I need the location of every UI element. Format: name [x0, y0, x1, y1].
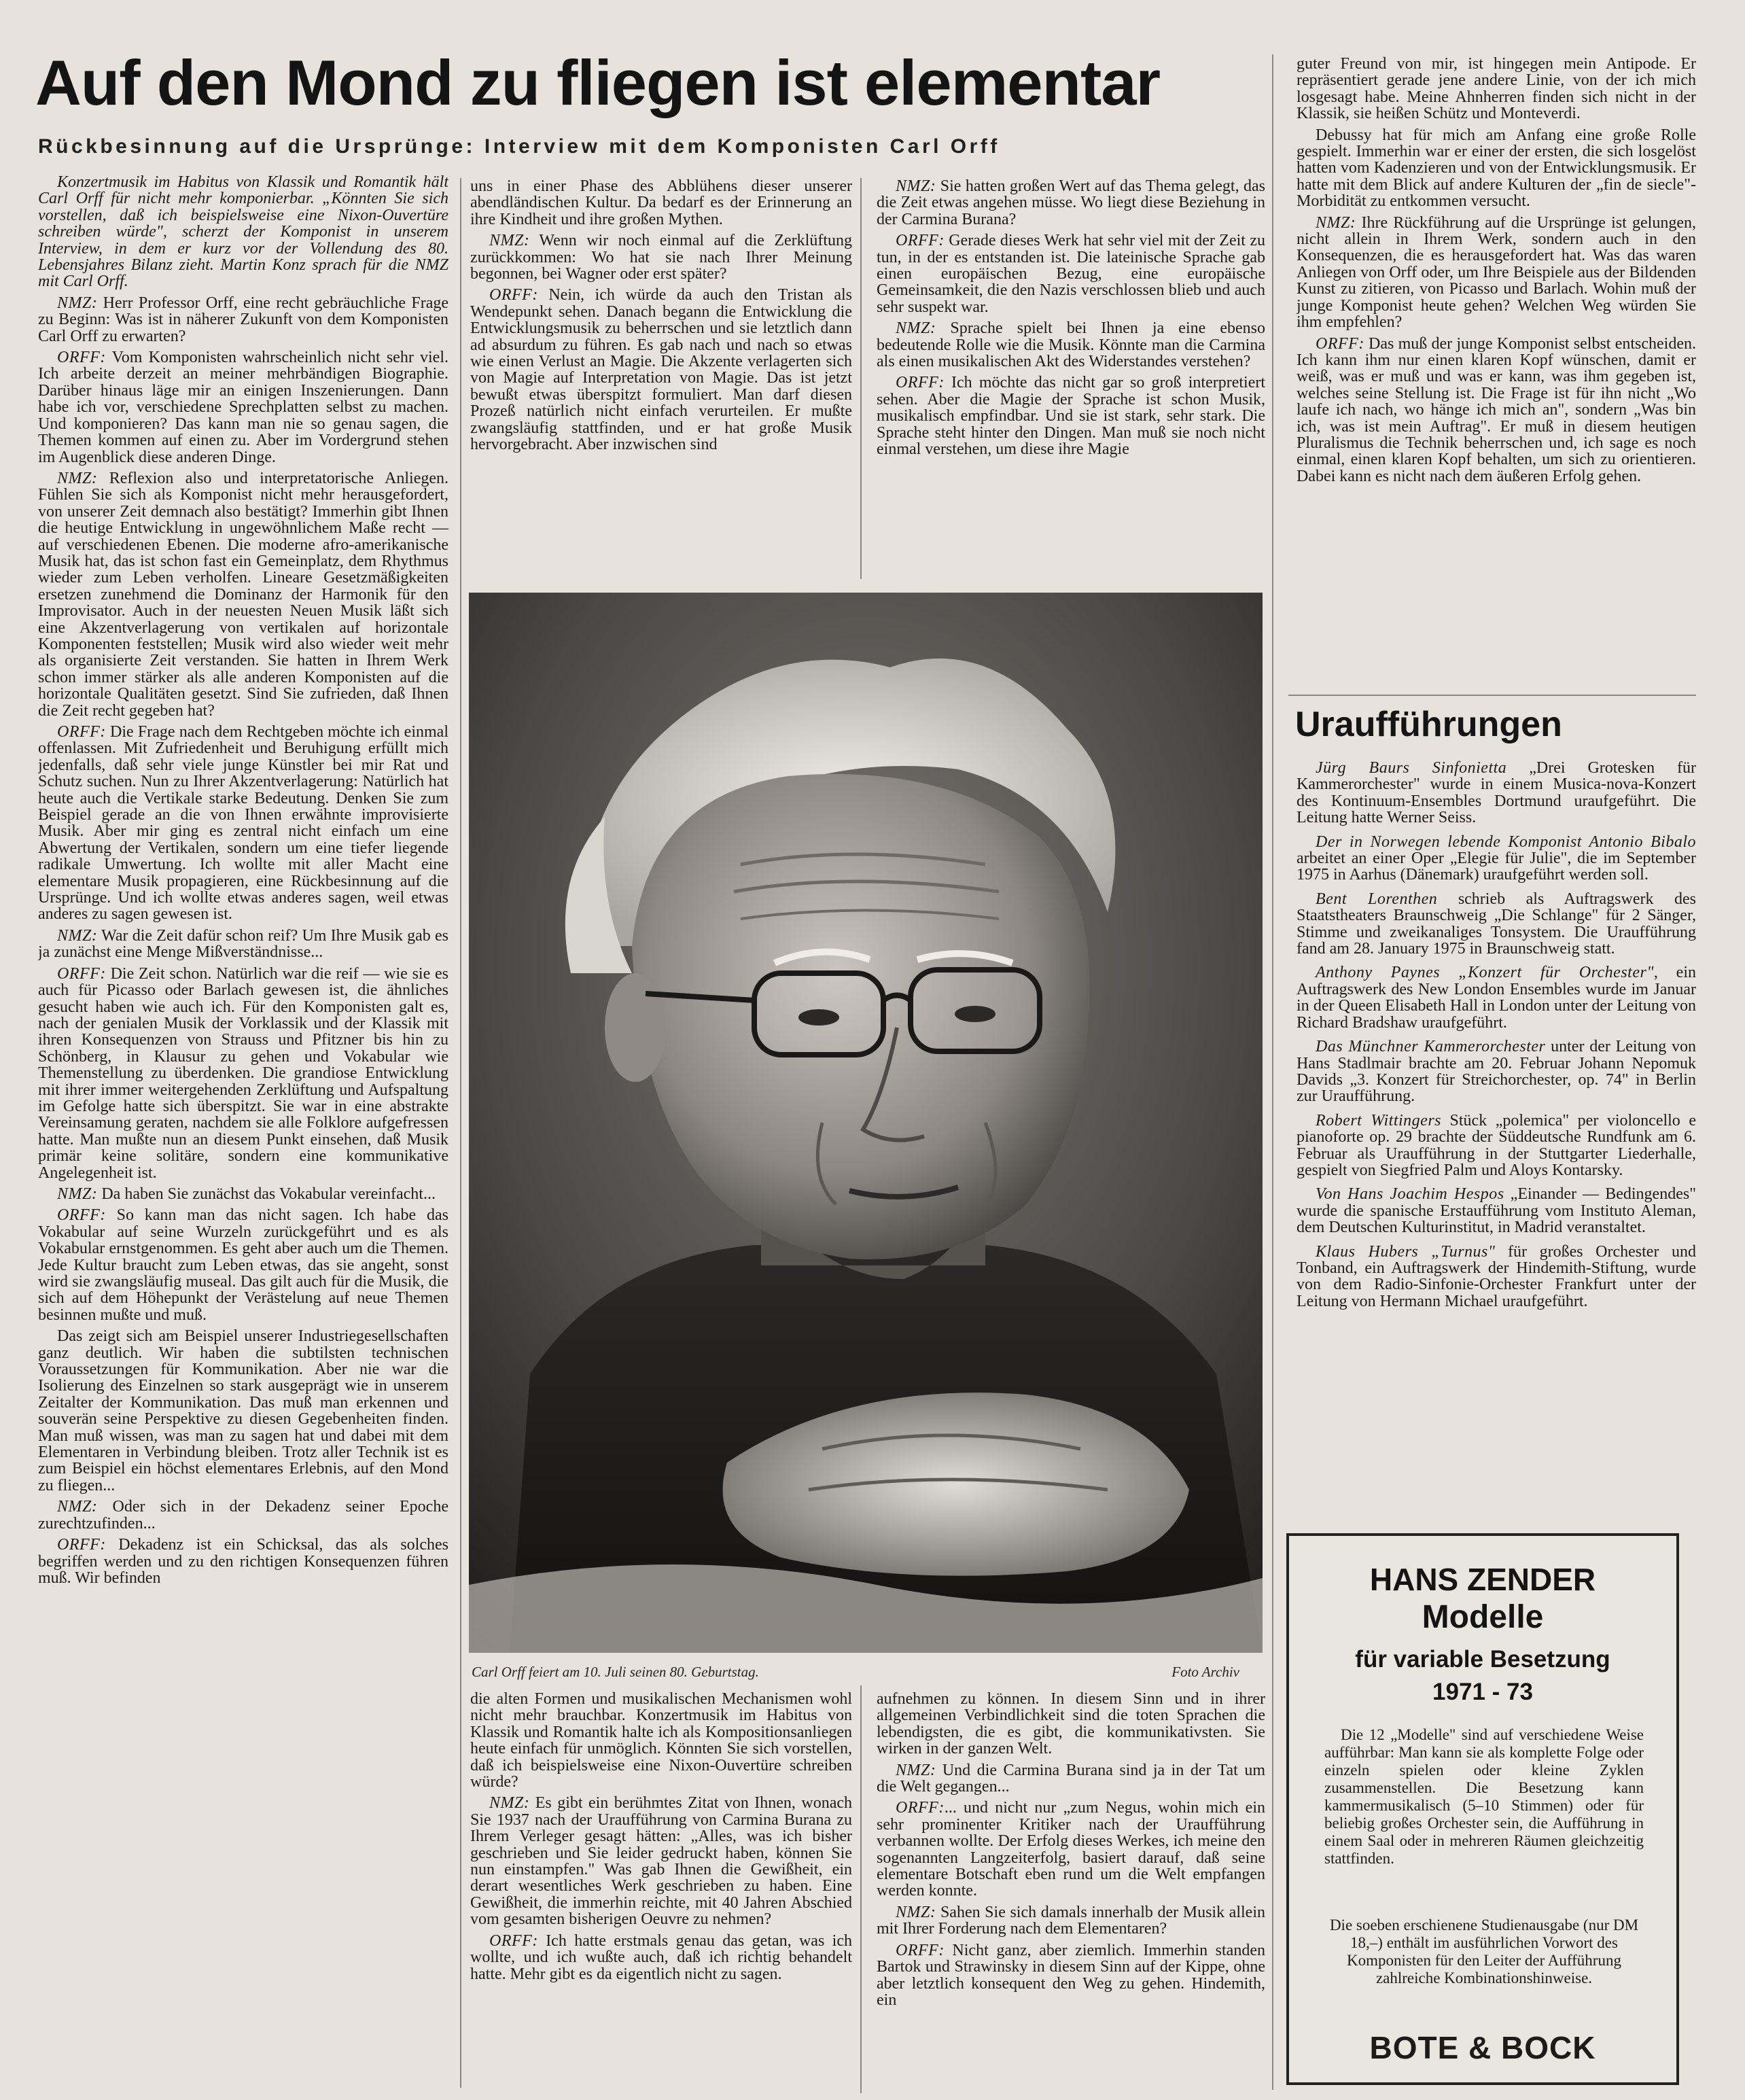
speaker-label: ORFF: — [896, 232, 945, 250]
paragraph-text: Ich möchte das nicht gar so groß interpretiert sehen. Aber die Magie der Sprache ist schon Musik, musikalisch empfindbar. Und sie ist stark, sehr stark. Die Sprache steht hinter den Dingen. Man muß sie noch nicht einmal verstehen, um diese ihre Magie — [877, 374, 1265, 459]
article-paragraph — [470, 1691, 852, 1790]
speaker-label: ORFF: — [1316, 334, 1364, 353]
paragraph-text: Da haben Sie zunächst das Vokabular vereinfacht... — [97, 1185, 436, 1203]
premiere-text: „Einander — Bedingendes" wurde die spanische Erstaufführung vom Instituto Aleman, dem Deutschen Kulturinstitut, in Madrid veranstaltet. — [1297, 1185, 1696, 1237]
article-paragraph — [38, 1186, 448, 1202]
premiere-item — [1297, 964, 1696, 1031]
article-paragraph — [38, 349, 448, 466]
speaker-label: NMZ: — [57, 294, 98, 312]
article-paragraph — [877, 1691, 1265, 1757]
ad-subtitle: für variable Besetzung — [1355, 1646, 1610, 1673]
speaker-label: ORFF: — [896, 1941, 945, 1959]
premiere-item — [1297, 1113, 1696, 1179]
article-paragraph — [877, 374, 1265, 457]
article-paragraph — [38, 470, 448, 719]
article-paragraph — [38, 928, 448, 961]
speaker-label: ORFF: — [57, 723, 106, 741]
premiere-text: schrieb als Auftragswerk des Staatstheaters Braunschweig „Die Schlange" für 2 Sänger, Stimme und zweikanaliges Tonsystem. Die Uraufführung fand am 28. January 1975 in Braunschweig statt. — [1297, 890, 1696, 958]
premiere-text: arbeitet an einer Oper „Elegie für Julie", die im September 1975 in Aarhus (Dänemark) uraufgeführt werden soll. — [1297, 850, 1696, 884]
speaker-label: NMZ: — [489, 232, 530, 250]
premiere-lead: Der in Norwegen lebende Komponist Antonio Bibalo — [1316, 833, 1696, 851]
speaker-label: NMZ: — [896, 178, 936, 195]
speaker-label: NMZ: — [57, 1185, 98, 1203]
paragraph-text: Und die Carmina Burana sind ja in der Tat um die Welt gegangen... — [877, 1761, 1265, 1796]
premiere-lead: Von Hans Joachim Hespos — [1316, 1185, 1504, 1204]
speaker-label: ORFF: — [57, 349, 106, 367]
article-paragraph — [38, 1328, 448, 1494]
portrait-photo — [469, 593, 1263, 1653]
column-rule — [1272, 54, 1273, 2090]
paragraph-text: Nicht ganz, aber ziemlich. Immerhin standen Bartok und Strawinsky in diesem Sinn auf der Kippe, ohne aber letztlich konsequent den Weg zu gehen. Hindemith, ein — [877, 1941, 1265, 2009]
photo-caption — [472, 1662, 1239, 1681]
article-paragraph — [38, 295, 448, 345]
article-paragraph — [1297, 56, 1696, 122]
premiere-lead: Jürg Baurs Sinfonietta — [1316, 760, 1507, 777]
speaker-label: ORFF: — [896, 374, 945, 392]
paragraph-text: guter Freund von mir, ist hingegen mein Antipode. Er repräsentiert gerade jene andere Linie, von der ich mich losgesagt habe. Meine Ahnherren finden sich nicht in der Klassik, sie heißen Schütz und Monteverdi. — [1297, 56, 1696, 123]
premiere-text: für großes Orchester und Tonband, ein Auftragswerk der Hindemith-Stiftung, wurde von dem Radio-Sinfonie-Orchester Frankfurt unter der Leitung von Hermann Michael uraufgeführt. — [1297, 1242, 1696, 1310]
article-headline: Auf den Mond zu fliegen ist elementar — [35, 47, 1161, 118]
article-paragraph — [1297, 127, 1696, 210]
paragraph-text: Ich hatte erstmals genau das getan, was ich wollte, und ich wußte auch, daß ich richtig behandelt hatte. Mehr gibt es da eigentlich nicht zu sagen. — [470, 1931, 852, 1983]
paragraph-text: Das zeigt sich am Beispiel unserer Industriegesellschaften ganz deutlich. Wir haben die subtilsten technischen Voraussetzungen für Kommunikation. Aber nie war die Isolierung des Einzelnen so stark ausgeprägt wie in unserem Zeitalter der Kommunikation. Das muß man erkennen und souverän seine Perspektive zu diesen Gegebenheiten finden. Man muß wissen, was man zu sagen hat und dabei mit dem Elementaren in Verbindung bleiben. Trotz aller Technik ist es zum Beispiel ein höchst elementares Erlebnis, auf den Mond zu fliegen... — [38, 1327, 448, 1494]
premiere-item — [1297, 891, 1696, 958]
column-rule — [860, 1685, 862, 2093]
article-paragraph — [38, 1537, 448, 1586]
paragraph-text: Wenn wir noch einmal auf die Zerklüftung zurückkommen: Wo hat sie nach Ihrer Meinung begonnen, bei Wagner oder erst später? — [470, 232, 852, 283]
article-paragraph — [38, 174, 448, 290]
premiere-text: , ein Auftragswerk des New London Ensembles wurde im Januar in der Queen Elisabeth Hall in London unter der Leitung von Richard Bradshaw uraufgeführt. — [1297, 964, 1696, 1032]
paragraph-text: Das muß der junge Komponist selbst entscheiden. Ich kann ihm nur einen klaren Kopf wünschen, damit er weiß, was er muß und was er kann, was ihm gegeben ist, welches seine Stellung ist. Die Frage ist für ihn nicht „Wo laufe ich nach, wo hänge ich mich an", sondern „Was bin ich, was ist mein Auftrag". Er muß in diesem heutigen Pluralismus die Technik beherrschen und, ich sage es noch einmal, einen klaren Kopf behalten, um sich zu orientieren. Dabei kann es nicht nach dem äußeren Erfolg gehen. — [1297, 334, 1696, 485]
caption-text: Carl Orff feiert am 10. Juli seinen 80. Geburtstag. — [472, 1664, 759, 1680]
premiere-text: „Drei Grotesken für Kammerorchester" wurde in einem Musica-nova-Konzert des Kontinuum-Ensembles Dortmund uraufgeführt. Die Leitung hatte Werner Seiss. — [1297, 760, 1696, 827]
paragraph-text: Sahen Sie sich damals innerhalb der Musik allein mit Ihrer Forderung nach dem Elementaren? — [877, 1903, 1265, 1938]
premiere-item — [1297, 834, 1696, 883]
article-paragraph — [877, 320, 1265, 370]
paragraph-text: Reflexion also und interpretatorische Anliegen. Fühlen Sie sich als Komponist nicht mehr herausgefordert, von unserer Zeit demnach also bestätigt? Immerhin gibt Ihnen die heutige Entwicklung in ungewöhnlichem Maße recht — auf verschiedenen Ebenen. Die moderne afro-amerikanische Musik hat, das ist schon fast ein Gemeinplatz, dem Rhythmus wieder zum Leben verholfen. Lineare Gesetzmäßigkeiten ersetzen zunehmend die Dominanz der Harmonik für den Improvisator. Auch in der neuesten Neuen Musik läßt sich eine Akzentverlagerung von vertikalen auf horizontale Komponenten feststellen; Musik wird also wieder weit mehr als organisierte Zeit verstanden. Sie hatten in Ihrem Werk schon immer stärker als alle anderen Komponisten auf die horizontale Qualitäten gesetzt. Sind Sie zufrieden, daß Ihnen die Zeit recht gegeben hat? — [38, 469, 448, 720]
speaker-label: ORFF: — [57, 964, 106, 983]
speaker-label: NMZ: — [896, 319, 936, 338]
article-paragraph — [470, 178, 852, 228]
article-paragraph — [1297, 336, 1696, 485]
article-paragraph — [877, 1762, 1265, 1796]
paragraph-text: Die Zeit schon. Natürlich war die reif — wie sie es auch für Picasso oder Barlach gewesen ist, die ähnliches gesucht haben wie auch ich. Für den Komponisten galt es, nach der genialen Musik der Vorklassik und der Klassik mit ihren Konsequenzen von Strauss und Pfitzner bis hin zu Schönberg, in Klausur zu gehen und Vokabular wie Themenstellung zu überdenken. Die grandiose Entwicklung mit ihrer immer weitergehenden Zerklüftung und Aufspaltung im Gefolge hatte sich überspitzt. Sie war in eine abstrakte Vereinsamung geraten, nachdem sie alle Folklore aufgefressen hatte. Man mußte nun an diesem Punkt einsehen, daß Musik primär keine solitäre, sondern eine kommunikative Angelegenheit ist. — [38, 964, 448, 1182]
premiere-lead: Das Münchner Kammerorchester — [1316, 1038, 1546, 1056]
article-column-3-bottom — [877, 1691, 1265, 2092]
article-paragraph — [470, 1933, 852, 1982]
article-paragraph — [470, 232, 852, 282]
speaker-label: ORFF: — [57, 1206, 106, 1225]
premiere-lead: Bent Lorenthen — [1316, 890, 1438, 908]
speaker-label: NMZ: — [57, 469, 98, 487]
article-column-2-bottom — [470, 1691, 852, 2092]
paragraph-text: die alten Formen und musikalischen Mechanismen wohl nicht mehr brauchbar. Konzertmusik im Habitus von Klassik und Romantik halte ich als Kompositionsanliegen heute einfach für unmöglich. Könnten Sie sich vorstellen, daß ich beispielsweise eine Nixon-Ouvertüre schreiben würde? — [470, 1691, 852, 1791]
paragraph-text: Ihre Rückführung auf die Ursprünge ist gelungen, nicht allein in Ihrem Werk, sondern auch in den Konsequenzen, die es herausgefordert hat. Was das waren Anliegen von Orff oder, um Ihre Beispiele aus der Bildenden Kunst zu zitieren, von Picasso und Barlach. Wohin muß der junge Komponist heute gehen? Welchen Weg würden Sie ihm empfehlen? — [1297, 213, 1696, 332]
portrait-illustration — [469, 593, 1263, 1653]
article-paragraph — [877, 232, 1265, 315]
premiere-item — [1297, 1244, 1696, 1310]
article-paragraph — [877, 1800, 1265, 1899]
article-subhead: Rückbesinnung auf die Ursprünge: Interview mit dem Komponisten Carl Orff — [38, 135, 1000, 158]
section-rule — [1288, 695, 1696, 696]
speaker-label: ORFF: — [57, 1536, 106, 1554]
speaker-label: ORFF: — [896, 1799, 945, 1817]
premiere-text: Stück „polemica" per violoncello e pianoforte op. 29 brachte der Süddeutsche Rundfunk am 6. Februar als Uraufführung in der Stuttgarter Liederhalle, gespielt von Siegfried Palm und Aloys Kontarsky. — [1297, 1111, 1696, 1179]
paragraph-text: Dekadenz ist ein Schicksal, das als solches begriffen werden und zu den richtigen Konsequenzen führen muß. Wir befinden — [38, 1536, 448, 1587]
paragraph-text: Herr Professor Orff, eine recht gebräuchliche Frage zu Beginn: Was ist in näherer Zukunft von dem Komponisten Carl Orff zu erwarten? — [38, 294, 448, 345]
ad-body-secondary — [1324, 1917, 1644, 1987]
paragraph-text: Oder sich in der Dekadenz seiner Epoche zurechtzufinden... — [38, 1498, 448, 1533]
speaker-label: ORFF: — [489, 1931, 538, 1950]
ad-body — [1324, 1726, 1644, 1868]
article-paragraph — [470, 1795, 852, 1927]
article-paragraph — [38, 966, 448, 1181]
article-paragraph — [1297, 215, 1696, 331]
article-paragraph — [38, 1207, 448, 1323]
ad-work-title: Modelle — [1422, 1599, 1544, 1635]
paragraph-text: Sprache spielt bei Ihnen ja eine ebenso bedeutende Rolle wie die Musik. Könnte man die Carmina als einen musikalischen Akt des Widerstandes verstehen? — [877, 319, 1265, 371]
speaker-label: NMZ: — [896, 1903, 936, 1921]
speaker-label: NMZ: — [896, 1761, 936, 1779]
article-paragraph — [877, 1904, 1265, 1938]
premiere-lead: Klaus Hubers „Turnus" — [1316, 1242, 1496, 1261]
premiere-lead: Robert Wittingers — [1316, 1111, 1442, 1130]
paragraph-text: Konzertmusik im Habitus von Klassik und Romantik hält Carl Orff für nicht mehr komponierbar. „Könnten Sie sich vorstellen, daß ich beispielsweise eine Nixon-Ouvertüre schreiben würde", scherzt der Komponist in unserem Interview, in dem er kurz vor der Vollendung des 80. Lebensjahres Bilanz zieht. Martin Konz sprach für die NMZ mit Carl Orff. — [38, 174, 448, 291]
premiere-item — [1297, 760, 1696, 826]
premiere-item — [1297, 1038, 1696, 1105]
article-column-3-top — [877, 178, 1265, 586]
advertisement-box — [1286, 1533, 1679, 2085]
ad-body-secondary-text: Die soeben erschienene Studienausgabe (nur DM 18,–) enthält im ausführlichen Vorwort des Komponisten für den Leiter der Aufführung zahlreiche Kombinationshinweise. — [1329, 1917, 1639, 1987]
premieres-list — [1297, 760, 1696, 1521]
paragraph-text: ... und nicht nur „zum Negus, wohin mich ein sehr prominenter Kritiker nach der Uraufführung verbannen wollte. Der Erfolg dieses Werkes, ich meine den sogenannten Langzeiterfolg, basiert darauf, daß seine elementare Botschaft eben rund um die Welt empfangen werden konnte. — [877, 1799, 1265, 1900]
ad-years: 1971 - 73 — [1432, 1679, 1533, 1705]
paragraph-text: So kann man das nicht sagen. Ich habe das Vokabular auf seine Wurzeln zurückgeführt und es als Vokabular ernstgenommen. Es geht aber auch um die Themen. Jede Kultur braucht zum Leben etwas, das sie angeht, sonst wird sie zwangsläufig museal. Das gilt auch für die Musik, die sich auf dem Höhepunkt der Verästelung auf neue Themen besinnen mußte und muß. — [38, 1206, 448, 1324]
premiere-lead: Anthony Paynes „Konzert für Orchester" — [1316, 964, 1654, 982]
premiere-text: unter der Leitung von Hans Stadlmair brachte am 20. Februar Johann Nepomuk Davids „3. Konzert für Streichorchester, op. 74" in Berlin zur Uraufführung. — [1297, 1038, 1696, 1106]
article-paragraph — [470, 287, 852, 453]
paragraph-text: Sie hatten großen Wert auf das Thema gelegt, das die Zeit etwas angehen müsse. Wo liegt diese Beziehung in der Carmina Burana? — [877, 178, 1265, 228]
ad-composer: HANS ZENDER — [1369, 1562, 1596, 1597]
article-paragraph — [877, 178, 1265, 228]
article-paragraph — [877, 1942, 1265, 2009]
paragraph-text: War die Zeit dafür schon reif? Um Ihre Musik gab es ja zunächst eine Menge Mißverständnisse... — [38, 926, 448, 962]
speaker-label: NMZ: — [1316, 213, 1356, 232]
article-paragraph — [38, 1499, 448, 1532]
speaker-label: NMZ: — [489, 1794, 530, 1813]
column-rule — [860, 178, 862, 579]
paragraph-text: Es gibt ein berühmtes Zitat von Ihnen, wonach Sie 1937 nach der Uraufführung von Carmina Burana zu Ihrem Verleger gesagt hätten: „Alles, was ich bisher geschrieben und Sie leider gedruckt haben, können Sie nun einstampfen." Was gab Ihnen die Gewißheit, ein derart wesentliches Werk geschrieben zu haben. Eine Gewißheit, die immerhin reichte, mit 40 Jahren Abschied vom gesamten bisherigen Oeuvre zu nehmen? — [470, 1794, 852, 1929]
paragraph-text: Die Frage nach dem Rechtgeben möchte ich einmal offenlassen. Mit Zufriedenheit und Beruhigung erfüllt mich jedenfalls, daß sehr viele junge Künstler bei mir Rat und Schutz suchen. Nun zu Ihrer Akzentverlagerung: Natürlich hat heute auch die Vertikale starke Bedeutung. Denken Sie zum Beispiel gerade an die von Ihnen erwähnte improvisierte Musik. Aber mir ging es zentral nicht einfach um eine Abwertung der Vertikalen, sondern um eine tiefer liegende radikale Umwertung. Ich wollte mit aller Macht eine elementare Musik propagieren, eine Rückbesinnung auf die Ursprünge. Und ich wollte etwas anderes sagen, weil etwas anderes zu sagen gewesen ist. — [38, 723, 448, 924]
paragraph-text: Gerade dieses Werk hat sehr viel mit der Zeit zu tun, in der es entstanden ist. Die lateinische Sprache gab einen europäischen Bezug, eine europäische Gemeinsamkeit, die den Nazis verschlossen blieb und auch sehr suspekt war. — [877, 232, 1265, 316]
premiere-item — [1297, 1186, 1696, 1236]
paragraph-text: Debussy hat für mich am Anfang eine große Rolle gespielt. Immerhin war er einer der ersten, die sich losgelöst hatten vom Kadenzieren und von der Entwicklungsmusik. Er hatte mit dem Blick auf andere Kulturen der „fin de siecle"-Morbidität zu entkommen versucht. — [1297, 126, 1696, 211]
paragraph-text: Nein, ich würde da auch den Tristan als Wendepunkt sehen. Danach begann die Entwicklung die Entwicklungsmusik zu beherrschen und sie letztlich dann ad absurdum zu führen. Es gab nach und nach so etwas wie einen Verlust an Magie. Die Akzente verlagerten sich von Magie auf Interpretation von Magie. Das ist jetzt bewußt etwas überspitzt formuliert. Man darf diesen Prozeß natürlich nicht einfach verurteilen. Er mußte zwangsläufig stattfinden, und er hat große Musik hervorgebracht. Aber inzwischen sind — [470, 286, 852, 454]
ad-body-text: Die 12 „Modelle" sind auf verschiedene Weise aufführbar: Man kann sie als komplette Folge oder einzeln spielen oder kleine Zyklen zusammenstellen. Die Besetzung kann kammermusikalisch (5–10 Stimmen) oder für beliebig großes Orchester sein, die Aufführung in einem Saal oder in mehreren Räumen gleichzeitig stattfinden. — [1324, 1726, 1644, 1867]
article-paragraph — [38, 724, 448, 923]
speaker-label: NMZ: — [57, 926, 98, 945]
publisher-logo: BOTE & BOCK — [1369, 2030, 1596, 2065]
photo-credit: Foto Archiv — [1171, 1664, 1239, 1680]
column-rule — [460, 178, 461, 2088]
article-column-2-top — [470, 178, 852, 586]
paragraph-text: aufnehmen zu können. In diesem Sinn und in ihrer allgemeinen Verbindlichkeit sind die toten Sprachen die lebendigsten, die es gibt, die kommunikativsten. Sie wirken in der ganzen Welt. — [877, 1691, 1265, 1758]
article-column-1 — [38, 174, 448, 2095]
speaker-label: NMZ: — [57, 1498, 98, 1516]
paragraph-text: Vom Komponisten wahrscheinlich nicht sehr viel. Ich arbeite derzeit an meiner mehrbändigen Biographie. Darüber hinaus läge mir an einigen Inszenierungen. Dann habe ich vor, verschiedene Sprechplatten selbst zu machen. Und komponieren? Das kann man nie so genau sagen, die Themen kommen auf einen zu. Aber im Vordergrund stehen im Augenblick diese anderen Dinge. — [38, 349, 448, 466]
speaker-label: ORFF: — [489, 286, 538, 304]
paragraph-text: uns in einer Phase des Abblühens dieser unserer abendländischen Kultur. Da bedarf es der Erinnerung an ihre Kindheit und ihre großen Mythen. — [470, 178, 852, 228]
article-column-4 — [1297, 56, 1696, 688]
premieres-title: Uraufführungen — [1295, 705, 1562, 744]
